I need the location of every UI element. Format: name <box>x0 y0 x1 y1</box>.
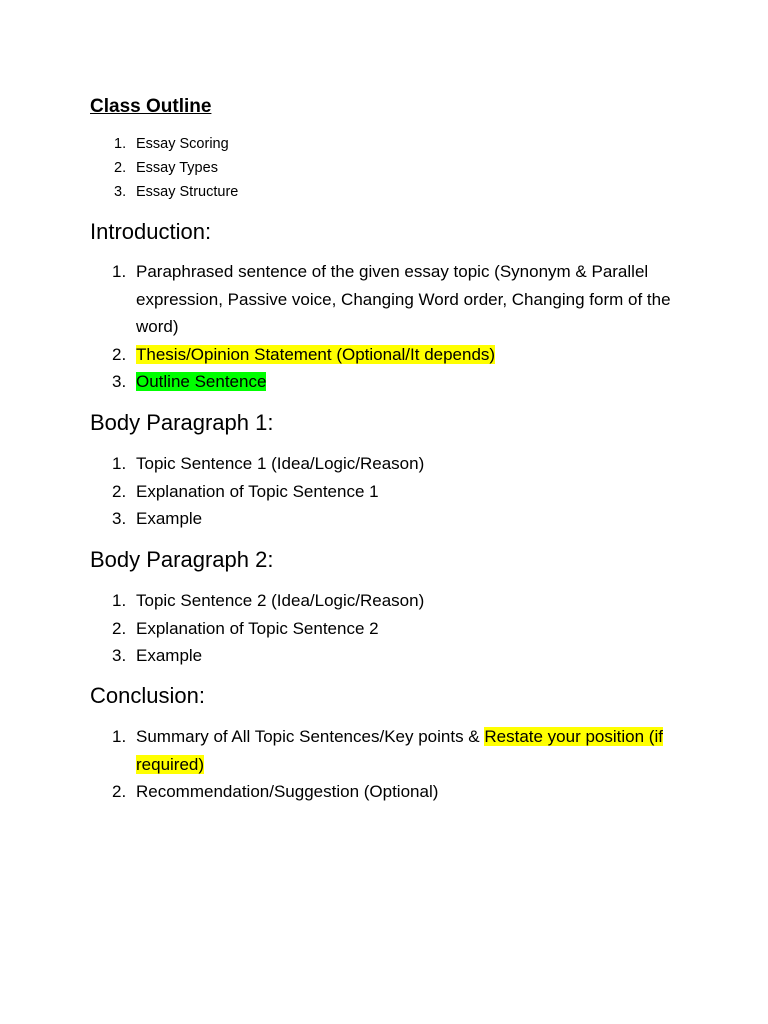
list-item <box>90 450 690 478</box>
list-number: 3. <box>112 509 127 528</box>
list-item <box>90 778 690 806</box>
list-text: Paraphrased sentence of the given essay topic (Synonym & Parallel expression, Passive voice, Changing Word order, Changing form of the word) <box>136 262 671 336</box>
body-paragraph-1-list <box>90 450 690 533</box>
list-item <box>90 258 690 341</box>
list-text: Essay Types <box>136 160 218 176</box>
introduction-list <box>90 258 690 396</box>
list-item <box>90 505 690 533</box>
introduction-heading: Introduction: <box>90 219 212 244</box>
list-item <box>90 478 690 506</box>
list-number: 3. <box>112 646 127 665</box>
list-item <box>90 642 690 670</box>
list-number: 1. <box>112 727 127 746</box>
list-text: Summary of All Topic Sentences/Key points & <box>136 727 485 746</box>
list-item <box>90 615 690 643</box>
list-item <box>90 587 690 615</box>
body-paragraph-2-list <box>90 587 690 670</box>
conclusion-heading: Conclusion: <box>90 683 205 708</box>
page-title: Class Outline <box>90 96 212 117</box>
list-number: 2. <box>112 782 127 801</box>
list-item <box>90 341 690 369</box>
class-outline-list <box>90 132 238 204</box>
list-number: 2. <box>112 618 127 638</box>
body-paragraph-2-heading: Body Paragraph 2: <box>90 547 274 572</box>
list-number: 3. <box>114 184 127 200</box>
list-text: Essay Scoring <box>136 136 229 152</box>
conclusion-list <box>90 723 690 806</box>
list-text: Example <box>136 646 203 665</box>
list-number: 2. <box>112 344 127 364</box>
list-number: 1. <box>114 136 127 152</box>
highlighted-text: Outline Sentence <box>136 372 267 391</box>
list-text: Example <box>136 509 203 528</box>
list-item <box>90 723 690 778</box>
list-number: 1. <box>112 262 127 281</box>
list-text: Essay Structure <box>136 184 239 200</box>
list-number: 3. <box>112 372 127 391</box>
list-item <box>90 368 690 396</box>
list-text: Topic Sentence 2 (Idea/Logic/Reason) <box>136 591 425 610</box>
list-number: 1. <box>112 454 127 473</box>
list-item <box>90 180 238 204</box>
list-item <box>90 132 238 156</box>
highlighted-text: Restate your position (if required) <box>136 727 663 774</box>
highlighted-text: Thesis/Opinion Statement (Optional/It depends) <box>136 344 496 364</box>
list-text: Explanation of Topic Sentence 2 <box>136 618 379 638</box>
body-paragraph-1-heading: Body Paragraph 1: <box>90 410 274 435</box>
list-text: Topic Sentence 1 (Idea/Logic/Reason) <box>136 454 425 473</box>
list-number: 1. <box>112 591 127 610</box>
list-text: Recommendation/Suggestion (Optional) <box>136 782 439 801</box>
list-number: 2. <box>112 481 127 501</box>
list-number: 2. <box>114 160 127 176</box>
list-text: Explanation of Topic Sentence 1 <box>136 481 379 501</box>
list-item <box>90 156 238 180</box>
